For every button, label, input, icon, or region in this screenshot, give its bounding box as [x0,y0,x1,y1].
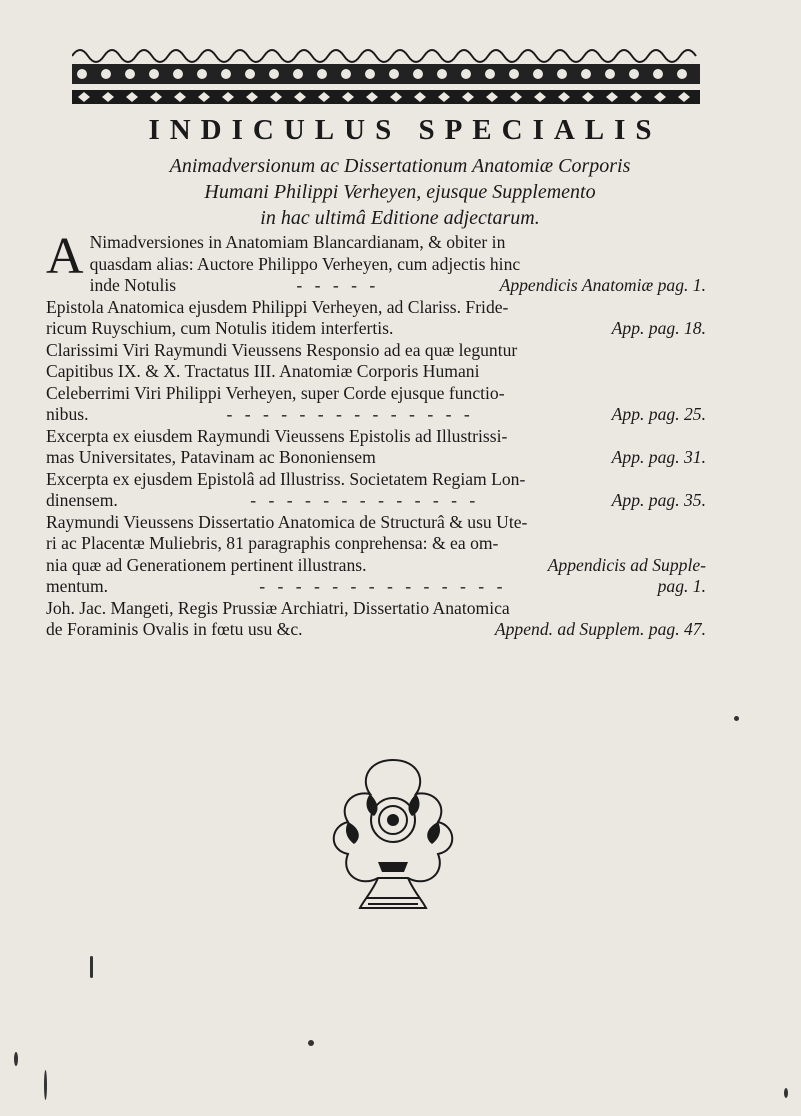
ink-speck [90,956,93,978]
entry-text: Excerpta ex eiusdem Raymundi Vieussens Epistolis ad Illustrissi- [46,425,508,446]
page-reference: App. pag. 25. [611,404,706,424]
index-entry-line [46,297,706,319]
subtitle-line: Animadversionum ac Dissertationum Anatomiæ Corporis [169,155,631,177]
entry-text: inde Notulis [89,275,177,295]
leader-dashes: - - - - - - - - - - - - - - [226,404,474,424]
entry-text: Excerpta ex ejusdem Epistolâ ad Illustriss. Societatem Regiam Lon- [46,468,526,489]
page-reference: App. pag. 35. [611,490,706,510]
entry-text: nia quæ ad Generationem pertinent illustrans. [46,554,367,575]
index-entry-line [90,275,706,297]
index-entry-line [46,619,706,641]
entry-text: ricum Ruyschium, cum Notulis itidem interfertis. [46,318,394,338]
index-entry-line [46,555,706,577]
leader-dashes: - - - - - - - - - - - - - [250,490,480,510]
subtitle [80,153,720,231]
page-reference: pag. 1. [657,576,706,596]
ink-speck [734,716,739,721]
index-entry-line [46,318,706,340]
entry-text: Epistola Anatomica ejusdem Philippi Verheyen, ad Clariss. Fride- [46,296,509,317]
index-entry-line [46,576,706,598]
page-reference: App. pag. 18. [611,318,706,338]
ink-speck [308,1040,314,1046]
page-reference: App. pag. 31. [611,447,706,467]
entry-text: mentum. [46,576,109,596]
entry-text: Capitibus IX. & X. Tractatus III. Anatomiæ Corporis Humani [46,361,480,381]
index-entry-line [46,340,706,362]
index-entry-line [46,598,706,620]
entry-text: Raymundi Vieussens Dissertatio Anatomica de Structurâ & usu Ute- [46,511,528,532]
intro-line: Nimadversiones in Anatomiam Blancardianam, & obiter in [89,232,506,252]
index-entry-line [46,383,706,405]
intro-line: quasdam alias: Auctore Philippo Verheyen, cum adjectis hinc [89,253,521,274]
entry-text: Celeberrimi Viri Philippi Verheyen, super Corde ejusque functio- [46,382,505,403]
drop-cap: A [46,228,84,285]
ink-speck [44,1070,47,1100]
index-body [46,228,706,641]
subtitle-line: in hac ultimâ Editione adjectarum. [260,207,540,229]
entry-text: Joh. Jac. Mangeti, Regis Prussiæ Archiatri, Dissertatio Anatomica [46,597,510,618]
ornamental-headpiece [72,40,700,108]
index-entry-line [46,404,706,426]
index-entry-line [46,447,706,469]
entry-text: ri ac Placentæ Muliebris, 81 paragraphis conprehensa: & ea om- [46,533,499,553]
entry-text: Clarissimi Viri Raymundi Vieussens Responsio ad ea quæ leguntur [46,339,518,360]
entry-text: dinensem. [46,490,118,510]
page-reference: Appendicis ad Supple- [547,554,706,575]
tailpiece-vignette [308,750,478,918]
index-entry-line [46,426,706,448]
index-entry-line [46,469,706,491]
entry-text: nibus. [46,404,89,424]
subtitle-line: Humani Philippi Verheyen, ejusque Supplemento [204,181,596,203]
entry-list [46,275,706,641]
leader-dashes: - - - - - [296,275,380,295]
entry-text: de Foraminis Ovalis in fœtu usu &c. [46,619,303,639]
index-entry-line [46,512,706,534]
leader-dashes: - - - - - - - - - - - - - - [259,576,507,596]
page-reference: Appendicis Anatomiæ pag. 1. [499,275,706,295]
page-title: INDICULUS SPECIALIS [148,114,662,146]
index-entry-line [46,361,706,383]
entry-text: mas Universitates, Patavinam ac Bononiensem [46,447,376,467]
page-reference: Append. ad Supplem. pag. 47. [494,619,706,639]
index-entry-line [46,533,706,555]
ink-speck [784,1088,788,1098]
index-entry-line [46,490,706,512]
ink-speck [14,1052,18,1066]
